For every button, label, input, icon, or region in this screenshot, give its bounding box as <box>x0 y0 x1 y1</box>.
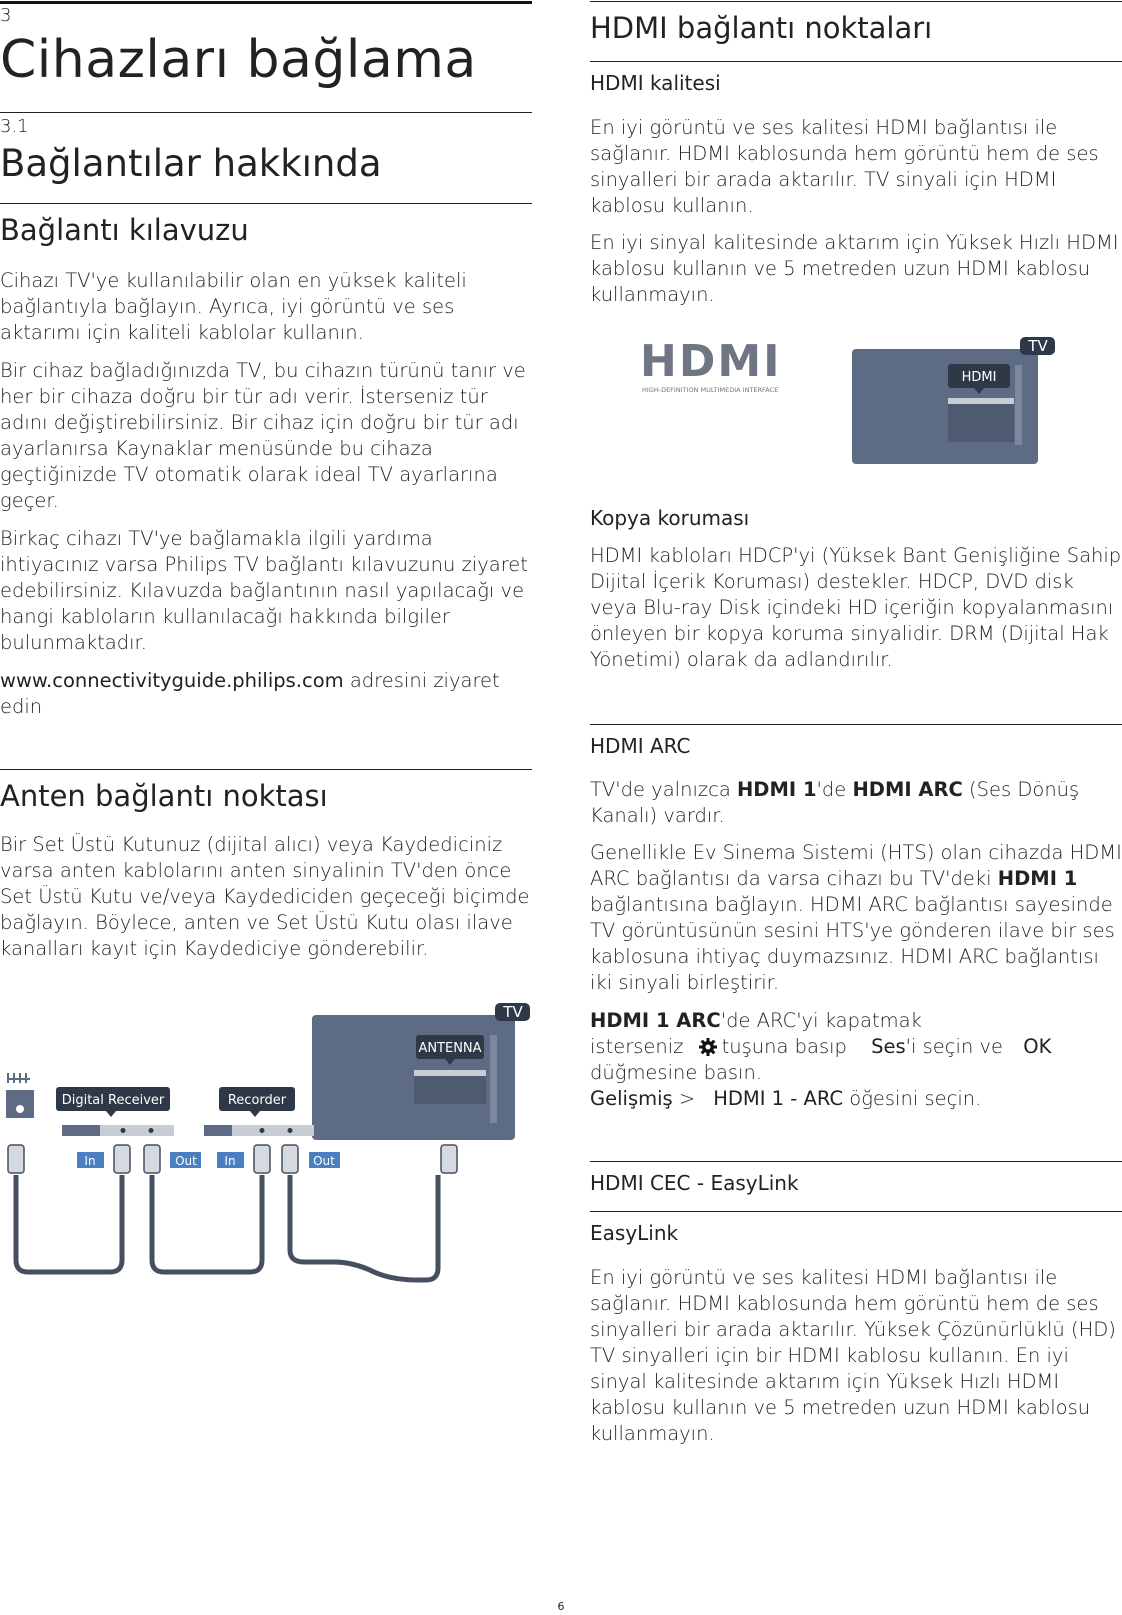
easylink-rule <box>590 1211 1122 1212</box>
section-rule <box>0 112 532 113</box>
hdmi-quality-heading: HDMI kalitesi <box>590 71 721 95</box>
hdmi-quality-rule <box>590 61 1122 62</box>
antenna-connection-diagram <box>0 995 532 1285</box>
arc-instructions: HDMI 1 ARC'de ARC'yi kapatmak isterseniz tuşuna basıp Ses'i seçin ve OK düğmesine basın. Gelişmiş > HDMI 1 - ARC öğesini seçin. <box>590 1009 1052 1110</box>
cec-rule <box>590 1161 1122 1162</box>
recorder-in-label: In <box>224 1154 236 1168</box>
tv-badge: TV <box>503 1003 523 1021</box>
hdmi-port-label: HDMI <box>961 370 997 385</box>
antenna-heading: Anten bağlantı noktası <box>0 779 328 813</box>
copy-protection-paragraph: HDMI kabloları HDCP'yi (Yüksek Bant Genişliğine Sahip Dijital İçerik Koruması) destekler. HDCP, DVD disk veya Blu-ray Disk içindeki HD içeriğin kopyalanmasını önleyen bir kopya koruma sinyalidir. DRM (Dijital Hak Yönetimi) olarak da adlandırılır. <box>590 544 1122 671</box>
arc-heading: HDMI ARC <box>590 734 691 758</box>
hdmi-rule <box>590 1 1122 2</box>
hdmi-quality-paragraph-2: En iyi sinyal kalitesinde aktarım için Yüksek Hızlı HDMI kablosu kullanın ve 5 metreden uzun HDMI kablosu kullanmayın. <box>590 231 1119 306</box>
guide-rule <box>0 203 532 204</box>
arc-paragraph-2: Genellikle Ev Sinema Sistemi (HTS) olan cihazda HDMI ARC bağlantısı da varsa cihazı bu TV'deki HDMI 1 bağlantısına bağlayın. HDMI ARC bağlantısı sayesinde TV görüntüsünün sesini HTS'ye gönderen ilave bir ses kablosuna ihtiyaç duymazsınız. HDMI ARC bağlantısı iki sinyali birleştirir. <box>590 841 1122 994</box>
cec-heading: HDMI CEC - EasyLink <box>590 1171 799 1195</box>
page-number: 6 <box>557 1600 565 1613</box>
hdmi-illustration <box>590 330 1122 470</box>
receiver-out-label: Out <box>175 1154 197 1168</box>
digital-receiver-label: Digital Receiver <box>61 1093 165 1108</box>
settings-gear-icon <box>698 1037 718 1057</box>
easylink-heading: EasyLink <box>590 1221 679 1245</box>
tv-badge-hdmi: TV <box>1028 337 1048 355</box>
recorder-out-label: Out <box>313 1154 335 1168</box>
section-title: Bağlantılar hakkında <box>0 142 382 185</box>
antenna-paragraph: Bir Set Üstü Kutunuz (dijital alıcı) veya Kaydediciniz varsa anten kablolarını anten sinyalinin TV'den önce Set Üstü Kutu ve/veya Kaydediciden geçeceği biçimde bağlayın. Böylece, anten ve Set Üstü Kutu olası ilave kanalları kayıt için Kaydediciye gönderebilir. <box>0 833 530 960</box>
arc-rule <box>590 724 1122 725</box>
chapter-number: 3 <box>0 5 12 26</box>
connectivity-guide-link[interactable]: www.connectivityguide.philips.com <box>0 669 344 692</box>
chapter-rule <box>0 1 532 4</box>
hdmi-logo-text: HDMI <box>640 336 782 387</box>
hdmi-logo-subtitle: HIGH-DEFINITION MULTIMEDIA INTERFACE <box>642 386 779 394</box>
copy-protection-heading: Kopya koruması <box>590 506 750 530</box>
hdmi-quality-paragraph-1: En iyi görüntü ve ses kalitesi HDMI bağlantısı ile sağlanır. HDMI kablosunda hem görüntü hem de ses sinyalleri bir arada aktarılır. TV sinyali için HDMI kablosu kullanın. <box>590 116 1099 217</box>
antenna-cables <box>16 1175 438 1280</box>
hdmi-logo <box>640 336 782 394</box>
url-suffix: adresini ziyaret edin <box>0 669 500 718</box>
guide-url-paragraph <box>0 668 532 720</box>
wall-antenna-icon <box>6 1073 34 1118</box>
easylink-paragraph: En iyi görüntü ve ses kalitesi HDMI bağlantısı ile sağlanır. HDMI kablosunda hem görüntü hem de ses sinyalleri bir arada aktarılır. Yüksek Çözünürlüklü (HD) TV sinyalleri için bir HDMI kablosu kullanın. En iyi sinyal kalitesinde aktarım için Yüksek Hızlı HDMI kablosu kullanın ve 5 metreden uzun HDMI kablosu kullanmayın. <box>590 1266 1116 1445</box>
antenna-rule <box>0 769 532 770</box>
recorder-label: Recorder <box>227 1093 287 1108</box>
arc-paragraph-1: TV'de yalnızca HDMI 1'de HDMI ARC (Ses Dönüş Kanalı) vardır. <box>590 778 1080 827</box>
guide-paragraph-1: Cihazı TV'ye kullanılabilir olan en yüksek kaliteli bağlantıyla bağlayın. Ayrıca, iyi görüntü ve ses aktarımı için kaliteli kablolar kullanın. <box>0 269 467 344</box>
guide-paragraph-2: Bir cihaz bağladığınızda TV, bu cihazın türünü tanır ve her bir cihaza doğru bir tür adı verir. İsterseniz tür adını değiştirebilirsiniz. Bir cihaz için doğru bir tür adı ayarlanırsa Kaynaklar menüsünde bu cihaza geçtiğinizde TV otomatik olarak ideal TV ayarlarına geçer. <box>0 359 526 512</box>
guide-heading: Bağlantı kılavuzu <box>0 213 249 247</box>
hdmi-heading: HDMI bağlantı noktaları <box>590 11 933 45</box>
guide-paragraph-3: Birkaç cihazı TV'ye bağlamakla ilgili yardıma ihtiyacınız varsa Philips TV bağlantı kılavuzunu ziyaret edebilirsiniz. Kılavuzda bağlantının nasıl yapılacağı ve hangi kabloların kullanılacağı hakkında bilgiler bulunmaktadır. <box>0 527 528 654</box>
receiver-in-label: In <box>84 1154 96 1168</box>
section-number: 3.1 <box>0 116 29 137</box>
chapter-title: Cihazları bağlama <box>0 30 477 90</box>
antenna-label: ANTENNA <box>418 1041 482 1056</box>
